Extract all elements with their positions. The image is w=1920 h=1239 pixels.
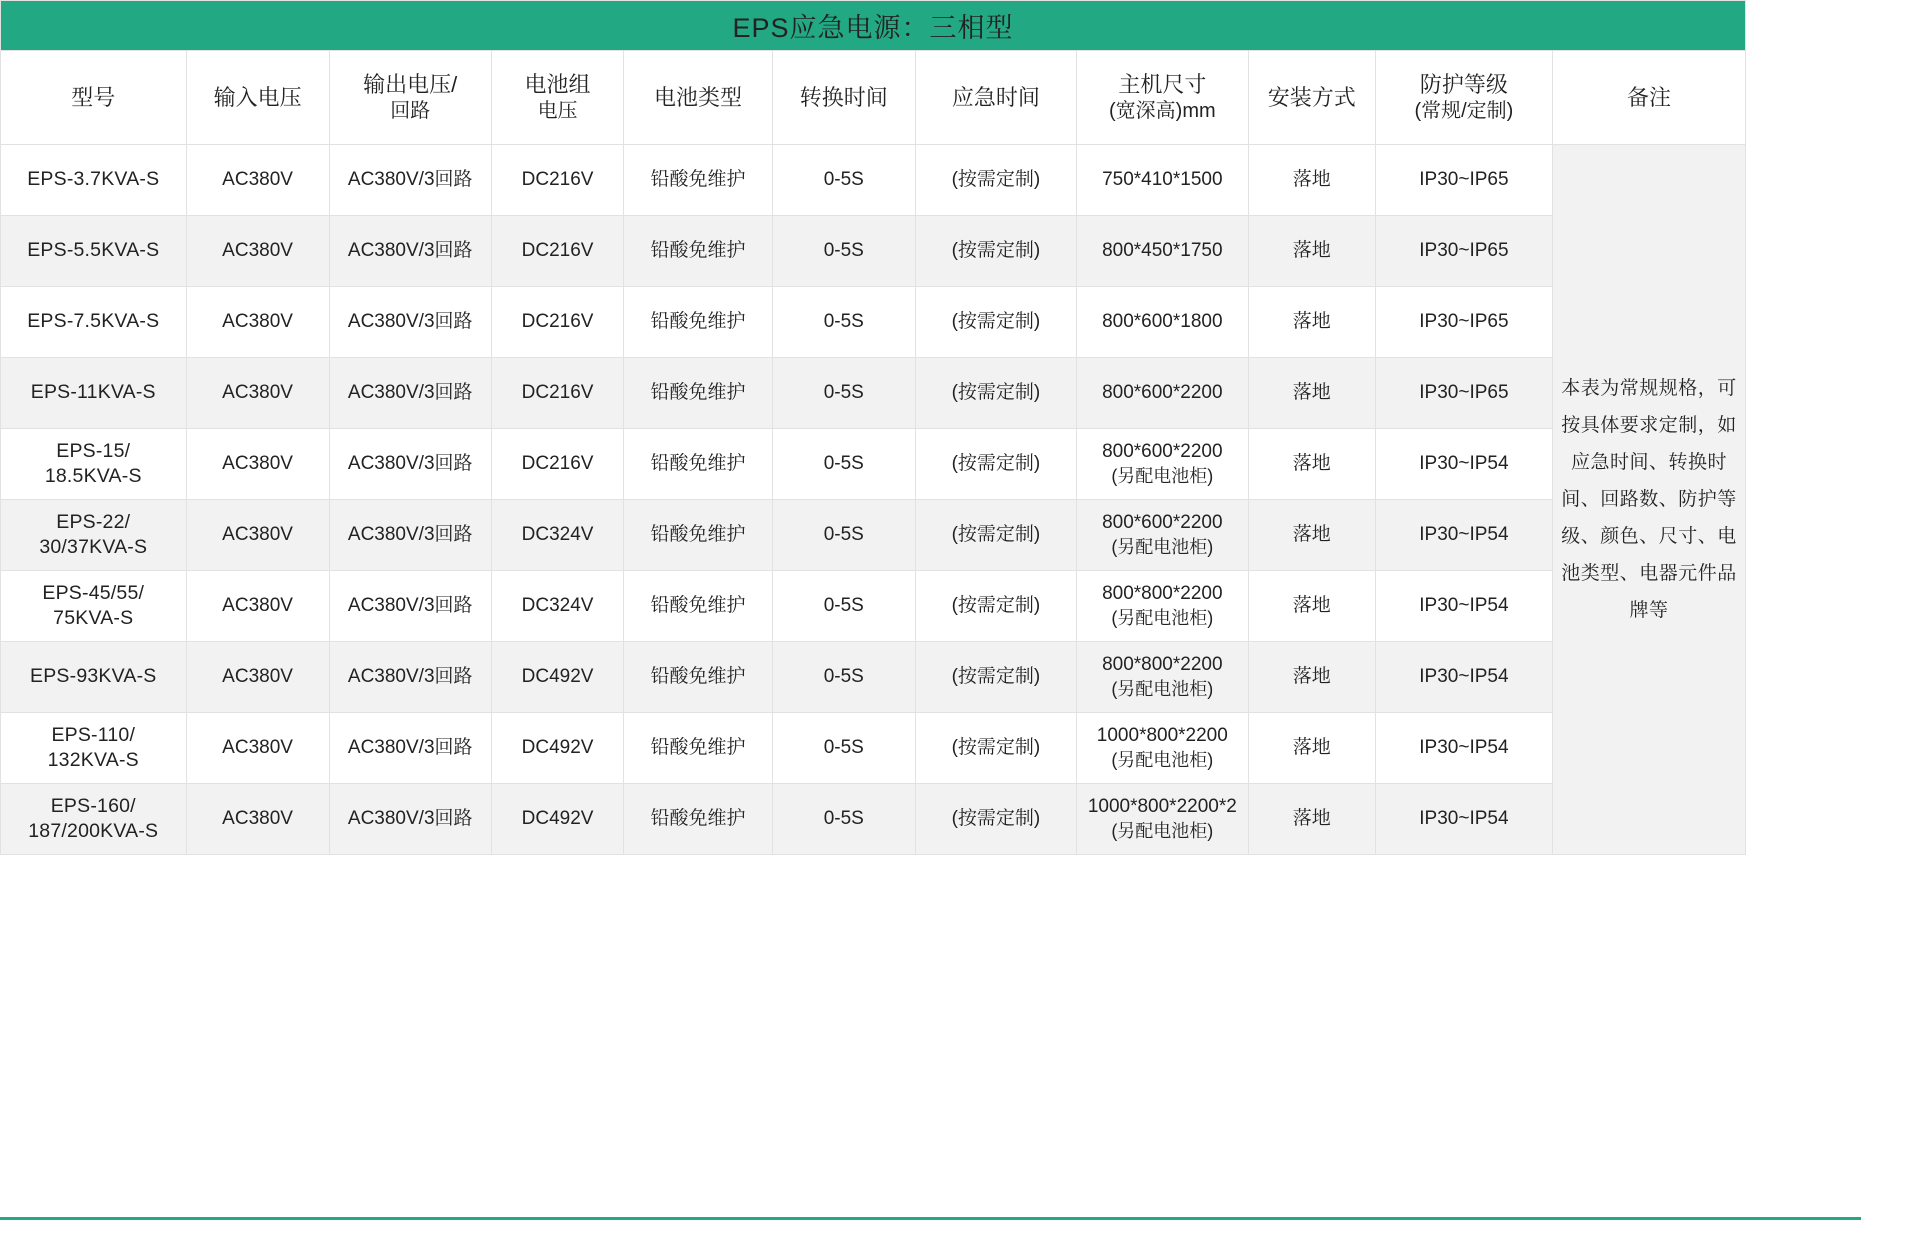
cell-dimensions: 800*450*1750 [1076,216,1248,287]
cell-output-voltage: AC380V/3回路 [329,642,491,713]
cell-output-voltage: AC380V/3回路 [329,429,491,500]
table-row [1,145,1746,216]
cell-battery-type: 铅酸免维护 [624,642,772,713]
cell-backup-time: (按需定制) [915,642,1076,713]
cell-output-voltage: AC380V/3回路 [329,784,491,855]
cell-installation: 落地 [1248,713,1375,784]
column-header-switch-time [772,51,915,145]
cell-backup-time: (按需定制) [915,287,1076,358]
cell-dimensions-note: (另配电池柜) [1111,536,1214,557]
spec-table-body [1,145,1746,855]
column-header-battery-type [624,51,772,145]
cell-protection: IP30~IP54 [1375,713,1552,784]
cell-battery-type: 铅酸免维护 [624,216,772,287]
table-row [1,571,1746,642]
cell-installation: 落地 [1248,216,1375,287]
cell-switch-time: 0-5S [772,713,915,784]
cell-protection: IP30~IP65 [1375,216,1552,287]
table-row [1,358,1746,429]
cell-protection: IP30~IP54 [1375,429,1552,500]
cell-battery-voltage: DC492V [491,642,624,713]
cell-installation: 落地 [1248,287,1375,358]
cell-battery-voltage: DC492V [491,784,624,855]
cell-backup-time: (按需定制) [915,429,1076,500]
cell-switch-time: 0-5S [772,429,915,500]
cell-model: EPS-3.7KVA-S [1,145,187,216]
cell-model: EPS-160/ 187/200KVA-S [1,784,187,855]
column-label: 电池组 [524,72,591,98]
cell-installation: 落地 [1248,429,1375,500]
cell-input-voltage: AC380V [186,287,329,358]
cell-output-voltage: AC380V/3回路 [329,216,491,287]
cell-dimensions: 1000*800*2200*2 (另配电池柜) [1076,784,1248,855]
cell-model: EPS-7.5KVA-S [1,287,187,358]
cell-dimensions: 1000*800*2200 (另配电池柜) [1076,713,1248,784]
column-header-installation [1248,51,1375,145]
cell-battery-type: 铅酸免维护 [624,571,772,642]
cell-input-voltage: AC380V [186,713,329,784]
cell-dimensions-note: (另配电池柜) [1111,678,1214,699]
column-header-output-voltage [329,51,491,145]
cell-protection: IP30~IP54 [1375,571,1552,642]
cell-battery-voltage: DC216V [491,145,624,216]
bottom-divider [0,1217,1861,1220]
cell-protection: IP30~IP54 [1375,500,1552,571]
column-label: 电池类型 [654,84,743,110]
cell-model: EPS-11KVA-S [1,358,187,429]
column-label: 输出电压/ [363,72,458,98]
cell-dimensions: 750*410*1500 [1076,145,1248,216]
cell-switch-time: 0-5S [772,358,915,429]
cell-output-voltage: AC380V/3回路 [329,571,491,642]
cell-protection: IP30~IP65 [1375,287,1552,358]
cell-model: EPS-5.5KVA-S [1,216,187,287]
cell-backup-time: (按需定制) [915,145,1076,216]
cell-installation: 落地 [1248,358,1375,429]
remark-cell: 本表为常规规格，可按具体要求定制，如应急时间、转换时间、回路数、防护等级、颜色、尺寸、电池类型、电器元件品牌等 [1552,145,1745,855]
table-row [1,429,1746,500]
cell-battery-voltage: DC216V [491,358,624,429]
cell-dimensions: 800*600*1800 [1076,287,1248,358]
table-row [1,216,1746,287]
cell-dimensions: 800*600*2200 [1076,358,1248,429]
cell-output-voltage: AC380V/3回路 [329,287,491,358]
cell-battery-voltage: DC216V [491,429,624,500]
table-row [1,642,1746,713]
column-header-input-voltage [186,51,329,145]
cell-battery-type: 铅酸免维护 [624,784,772,855]
cell-installation: 落地 [1248,642,1375,713]
cell-battery-type: 铅酸免维护 [624,358,772,429]
cell-dimensions: 800*600*2200 (另配电池柜) [1076,500,1248,571]
column-sublabel: 回路 [390,99,431,122]
cell-backup-time: (按需定制) [915,358,1076,429]
cell-battery-type: 铅酸免维护 [624,429,772,500]
column-label: 备注 [1626,84,1671,110]
cell-input-voltage: AC380V [186,784,329,855]
cell-battery-voltage: DC216V [491,216,624,287]
cell-backup-time: (按需定制) [915,784,1076,855]
cell-battery-type: 铅酸免维护 [624,500,772,571]
cell-output-voltage: AC380V/3回路 [329,358,491,429]
cell-model: EPS-93KVA-S [1,642,187,713]
cell-switch-time: 0-5S [772,216,915,287]
table-row [1,287,1746,358]
cell-switch-time: 0-5S [772,784,915,855]
column-label: 主机尺寸 [1118,72,1207,98]
cell-model: EPS-22/ 30/37KVA-S [1,500,187,571]
cell-dimensions: 800*600*2200 (另配电池柜) [1076,429,1248,500]
cell-installation: 落地 [1248,145,1375,216]
table-title-row [1,1,1746,51]
column-label: 型号 [71,84,116,110]
column-label: 转换时间 [799,84,888,110]
cell-dimensions-note: (另配电池柜) [1111,749,1214,770]
cell-battery-voltage: DC324V [491,571,624,642]
table-row [1,784,1746,855]
cell-battery-voltage: DC216V [491,287,624,358]
cell-switch-time: 0-5S [772,287,915,358]
cell-model: EPS-15/ 18.5KVA-S [1,429,187,500]
cell-model: EPS-110/ 132KVA-S [1,713,187,784]
page-title: EPS应急电源：三相型 [1,1,1746,51]
column-header-protection [1375,51,1552,145]
cell-input-voltage: AC380V [186,216,329,287]
cell-installation: 落地 [1248,500,1375,571]
column-sublabel: 电压 [537,99,578,122]
cell-installation: 落地 [1248,571,1375,642]
cell-battery-voltage: DC324V [491,500,624,571]
cell-battery-voltage: DC492V [491,713,624,784]
cell-input-voltage: AC380V [186,429,329,500]
cell-backup-time: (按需定制) [915,500,1076,571]
cell-battery-type: 铅酸免维护 [624,145,772,216]
cell-input-voltage: AC380V [186,642,329,713]
column-label: 应急时间 [951,84,1040,110]
cell-backup-time: (按需定制) [915,216,1076,287]
cell-switch-time: 0-5S [772,571,915,642]
table-header-row [1,51,1746,145]
cell-protection: IP30~IP65 [1375,145,1552,216]
column-label: 安装方式 [1267,84,1356,110]
cell-dimensions-note: (另配电池柜) [1111,465,1214,486]
column-header-model [1,51,187,145]
table-row [1,500,1746,571]
cell-input-voltage: AC380V [186,571,329,642]
column-header-remark [1552,51,1745,145]
cell-output-voltage: AC380V/3回路 [329,500,491,571]
cell-dimensions-note: (另配电池柜) [1111,820,1214,841]
column-header-dimensions [1076,51,1248,145]
cell-backup-time: (按需定制) [915,571,1076,642]
cell-battery-type: 铅酸免维护 [624,713,772,784]
table-row [1,713,1746,784]
column-sublabel: (宽深高)mm [1109,99,1216,122]
cell-protection: IP30~IP65 [1375,358,1552,429]
cell-model: EPS-45/55/ 75KVA-S [1,571,187,642]
cell-switch-time: 0-5S [772,642,915,713]
cell-switch-time: 0-5S [772,500,915,571]
cell-switch-time: 0-5S [772,145,915,216]
cell-dimensions-note: (另配电池柜) [1111,607,1214,628]
column-header-backup-time [915,51,1076,145]
cell-battery-type: 铅酸免维护 [624,287,772,358]
cell-output-voltage: AC380V/3回路 [329,145,491,216]
cell-dimensions: 800*800*2200 (另配电池柜) [1076,571,1248,642]
column-label: 输入电压 [213,84,302,110]
cell-output-voltage: AC380V/3回路 [329,713,491,784]
column-label: 防护等级 [1419,72,1508,98]
cell-input-voltage: AC380V [186,358,329,429]
column-header-battery-voltage [491,51,624,145]
column-sublabel: (常规/定制) [1414,99,1514,122]
cell-protection: IP30~IP54 [1375,784,1552,855]
cell-protection: IP30~IP54 [1375,642,1552,713]
cell-backup-time: (按需定制) [915,713,1076,784]
cell-input-voltage: AC380V [186,145,329,216]
cell-input-voltage: AC380V [186,500,329,571]
cell-dimensions: 800*800*2200 (另配电池柜) [1076,642,1248,713]
cell-installation: 落地 [1248,784,1375,855]
